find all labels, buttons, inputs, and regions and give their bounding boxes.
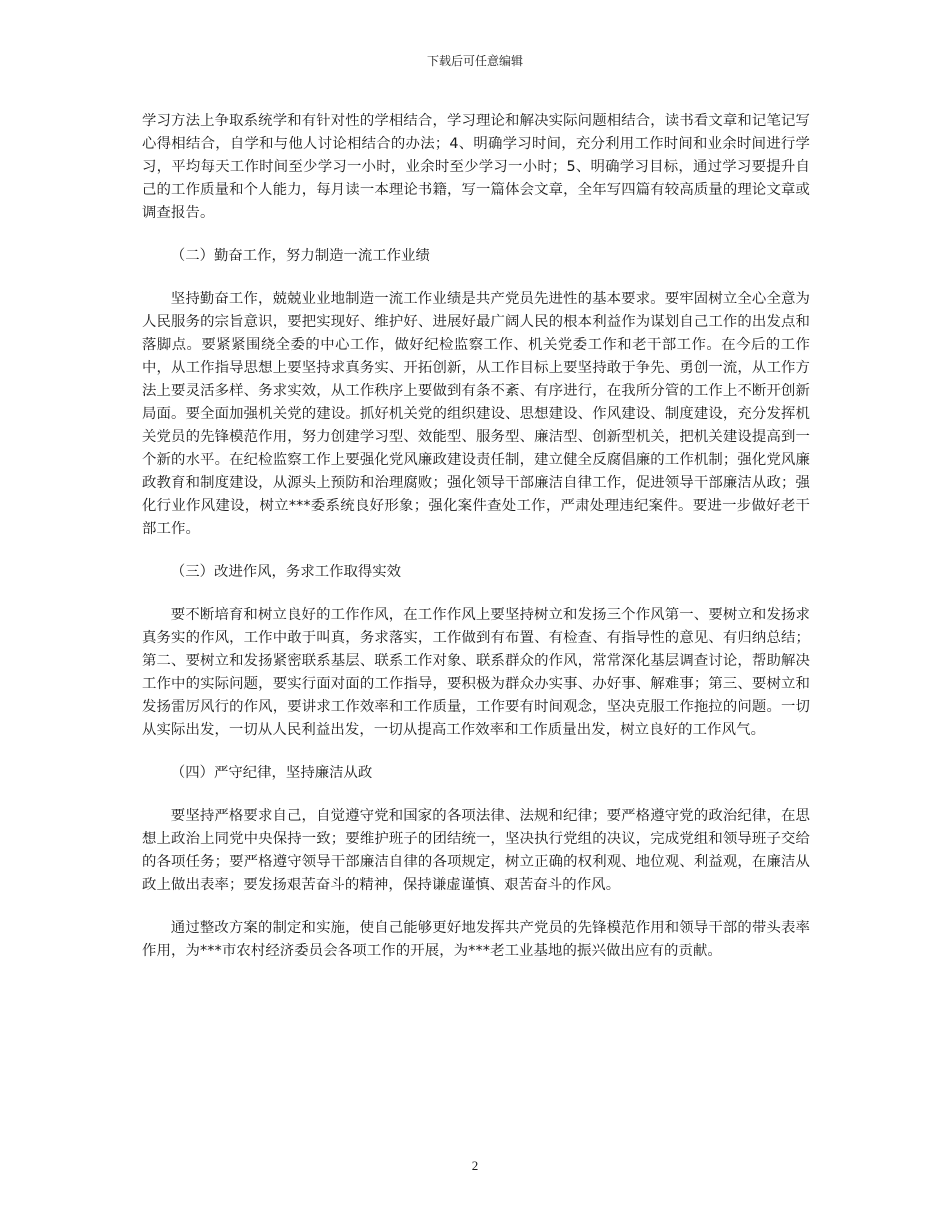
paragraph-discipline: 要坚持严格要求自己，自觉遵守党和国家的各项法律、法规和纪律；要严格遵守党的政治纪律，在思想上政治上同党中央保持一致；要维护班子的团结统一，坚决执行党组的决议，完成党组和领导班子交给的各项任务；要严格遵守领导干部廉洁自律的各项规定，树立正确的权利观、地位观、利益观，在廉洁从政上做出表率；要发扬艰苦奋斗的精神，保持谦虚谨慎、艰苦奋斗的作风。 bbox=[142, 808, 810, 893]
paragraph-work-style: 要不断培育和树立良好的工作作风，在工作作风上要坚持树立和发扬三个作风第一、要树立和发扬求真务实的作风，工作中敢于叫真，务求落实，工作做到有布置、有检查、有指导性的意见、有归纳总结；第二、要树立和发扬紧密联系基层、联系工作对象、联系群众的作风，常常深化基层调查讨论，帮助解决工作中的实际问题，要实行面对面的工作指导，要积极为群众办实事、办好事、解难事；第三、要树立和发扬雷厉风行的作风，要讲求工作效率和工作质量，工作要有时间观念，坚决克服工作拖拉的问题。一切从实际出发，一切从人民利益出发，一切从提高工作效率和工作质量出发，树立良好的工作风气。 bbox=[142, 607, 810, 738]
section-heading-3: （三）改进作风，务求工作取得实效 bbox=[170, 564, 402, 580]
section-heading-2: （二）勤奋工作，努力制造一流工作业绩 bbox=[170, 248, 430, 264]
paragraph-diligent-work: 坚持勤奋工作，兢兢业业地制造一流工作业绩是共产党员先进性的基本要求。要牢固树立全心全意为人民服务的宗旨意识，要把实现好、维护好、进展好最广阔人民的根本利益作为谋划自己工作的出发点和落脚点。要紧紧围绕全委的中心工作，做好纪检监察工作、机关党委工作和老干部工作。在今后的工作中，从工作指导思想上要坚持求真务实、开拓创新，从工作目标上要坚持敢于争先、勇创一流，从工作方法上要灵活多样、务求实效，从工作秩序上要做到有条不紊、有序进行，在我所分管的工作上不断开创新局面。要全面加强机关党的建设。抓好机关党的组织建设、思想建设、作风建设、制度建设，充分发挥机关党员的先锋模范作用，努力创建学习型、效能型、服务型、廉洁型、创新型机关，把机关建设提高到一个新的水平。在纪检监察工作上要强化党风廉政建设责任制，建立健全反腐倡廉的工作机制；强化党风廉政教育和制度建设，从源头上预防和治理腐败；强化领导干部廉洁自律工作，促进领导干部廉洁从政；强化行业作风建设，树立***委系统良好形象；强化案件查处工作，严肃处理违纪案件。要进一步做好老干部工作。 bbox=[142, 291, 810, 537]
page-number: 2 bbox=[471, 1158, 479, 1173]
page-header: 下载后可任意编辑 bbox=[426, 54, 523, 68]
paragraph-conclusion: 通过整改方案的制定和实施，使自己能够更好地发挥共产党员的先锋模范作用和领导干部的带头表率作用，为***市农村经济委员会各项工作的开展，为***老工业基地的振兴做出应有的贡献。 bbox=[142, 920, 810, 959]
section-heading-4: （四）严守纪律，坚持廉洁从政 bbox=[170, 765, 373, 781]
paragraph-study-methods: 学习方法上争取系统学和有针对性的学相结合，学习理论和解决实际问题相结合，读书看文章和记笔记写心得相结合，自学和与他人讨论相结合的办法；4、明确学习时间，充分利用工作时间和业余时间进行学习，平均每天工作时间至少学习一小时，业余时至少学习一小时；5、明确学习目标，通过学习要提升自己的工作质量和个人能力，每月读一本理论书籍，写一篇体会文章，全年写四篇有较高质量的理论文章或调查报告。 bbox=[142, 113, 810, 221]
document-body bbox=[142, 110, 810, 983]
